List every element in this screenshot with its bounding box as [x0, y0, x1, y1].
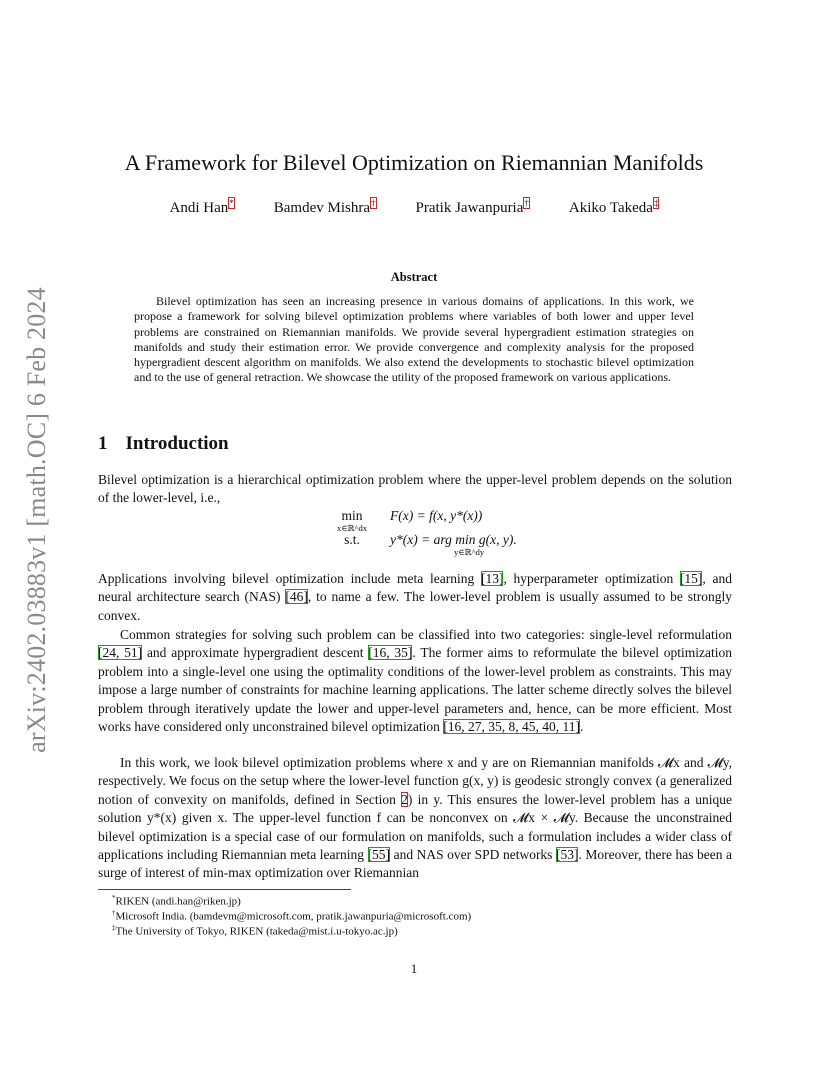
footnote-text: The University of Tokyo, RIKEN (takeda@mist.i.u-tokyo.ac.jp) — [115, 925, 398, 938]
page-number: 1 — [410, 961, 418, 976]
constraint-expression: y*(x) = arg min g(x, y). — [390, 532, 517, 547]
author-affiliation-link[interactable]: * — [229, 198, 234, 208]
footnote-divider — [98, 889, 351, 890]
text-run: Common strategies for solving such problem can be classified into two categories: single-level reformulation — [120, 627, 732, 642]
footnote-2 — [112, 909, 471, 923]
abstract-text: Bilevel optimization has seen an increasing presence in various domains of applications. In this work, we propose a framework for solving bilevel optimization problems where variables of both lower and upper level problems are constrained on Riemannian manifolds. We provide several hypergradient estimation strategies on manifolds and study their estimation error. We provide convergence and complexity analysis for the proposed hypergradient descent algorithm on manifolds. We also extend the developments to stochastic bilevel optimization and to the use of general retraction. We showcase the utility of the proposed framework on various applications. — [134, 294, 694, 385]
citation-link[interactable]: [15] — [679, 571, 703, 586]
arxiv-identifier: arXiv:2402.03883v1 [math.OC] 6 Feb 2024 — [22, 287, 51, 753]
paper-title: A Framework for Bilevel Optimization on Riemannian Manifolds — [124, 150, 704, 175]
citation-link[interactable]: [55] — [367, 847, 391, 863]
equation-line-1 — [320, 508, 540, 532]
min-operator: min — [341, 508, 363, 523]
citation-link[interactable]: [16, 27, 35, 8, 45, 40, 11] — [443, 719, 581, 735]
section-heading — [98, 433, 229, 455]
author-name: Andi Han — [169, 200, 229, 216]
citation-link[interactable]: [46] — [285, 589, 308, 605]
equation-objective: F(x) = f(x, y*(x)) — [390, 508, 483, 523]
footnote-mark: * — [112, 894, 116, 902]
author-affiliation-link[interactable]: † — [524, 198, 529, 208]
citation-link[interactable]: [16, 35] — [368, 645, 413, 661]
author-bamdev-mishra — [274, 198, 376, 217]
text-run: ) in y. This ensures the lower-level problem has a unique solution y*(x) given x. The upper-level function f can be nonconvex on 𝓜x × 𝓜y. Because the unconstrained bilevel optimization is a special case of our formulation on manifolds, such a formulation includes a wider class of applications including Riemannian meta learning — [98, 791, 733, 863]
author-akiko-takeda — [569, 198, 659, 217]
footnote-text: Microsoft India. (bamdevm@microsoft.com, pratik.jawanpuria@microsoft.com) — [115, 910, 472, 923]
footnote-mark: † — [112, 909, 116, 917]
text-run: , to name a few. The lower-level problem is usually assumed to be strongly convex. — [98, 589, 733, 623]
text-run: In this work, we look bilevel optimization problems where x and y are on Riemannian manifolds 𝓜x and 𝓜y, respectively. We focus on the setup where the lower-level function g(x, y) is geodesic strongly convex (a generalized notion of convexity on manifolds, defined in Section — [98, 755, 732, 807]
paragraph-intro: Bilevel optimization is a hierarchical optimization problem where the upper-level problem depends on the solution of the lower-level, i.e., — [98, 472, 732, 506]
arxiv-side-label — [14, 270, 60, 770]
footnote-mark: ‡ — [112, 924, 116, 932]
author-affiliation-link[interactable]: † — [371, 198, 376, 208]
author-name: Pratik Jawanpuria — [415, 200, 524, 216]
citation-link[interactable]: [13] — [480, 571, 504, 586]
equation-min — [320, 508, 384, 533]
author-pratik-jawanpuria — [416, 198, 529, 217]
text-run: and approximate hypergradient descent — [142, 645, 369, 661]
st-label: s.t. — [344, 532, 360, 547]
footnote-3 — [112, 924, 398, 938]
footnote-1 — [112, 894, 241, 908]
text-run: , hyperparameter optimization — [503, 571, 680, 586]
min-subscript: x∈ℝ^dx — [336, 523, 368, 533]
author-name: Akiko Takeda — [568, 200, 653, 216]
equation-line-2 — [320, 532, 540, 556]
paragraph-this-work — [98, 754, 732, 883]
text-run: . — [580, 719, 584, 735]
bilevel-equation — [320, 508, 540, 556]
section-title: Introduction — [125, 433, 229, 454]
argmin-subscript: y∈ℝ^dy — [454, 547, 485, 557]
author-list — [0, 198, 828, 217]
equation-constraint — [390, 532, 517, 557]
text-run: . The former aims to reformulate the bilevel optimization problem into a single-level one using the optimality conditions of the lower-level problem as constraints. This may impose a large number of constraints for machine learning applications. The latter scheme directly solves the bilevel problem through iteratively update the lower and upper-level parameters and, hence, can be more efficient. Most works have considered only unconstrained bilevel optimization — [98, 645, 732, 735]
section-reference-link[interactable]: 2 — [401, 791, 408, 807]
author-affiliation-link[interactable]: ‡ — [653, 198, 659, 208]
text-run: and NAS over SPD networks — [390, 847, 556, 863]
paragraph-strategies — [98, 626, 732, 736]
text-run: , and neural architecture search (NAS) — [98, 571, 733, 605]
citation-link[interactable]: [53] — [555, 847, 579, 863]
text-run: Applications involving bilevel optimization include meta learning — [98, 571, 481, 586]
abstract-heading: Abstract — [390, 270, 438, 284]
author-andi-han — [170, 198, 234, 217]
citation-link[interactable]: [24, 51] — [98, 645, 143, 661]
author-name: Bamdev Mishra — [273, 200, 370, 216]
equation-st — [320, 532, 384, 548]
section-number: 1 — [98, 433, 108, 454]
text-run: . Moreover, there has been a surge of interest of min-max optimization over Riemannian — [98, 847, 732, 881]
footnote-text: RIKEN (andi.han@riken.jp) — [115, 895, 241, 908]
paragraph-applications — [98, 570, 732, 625]
